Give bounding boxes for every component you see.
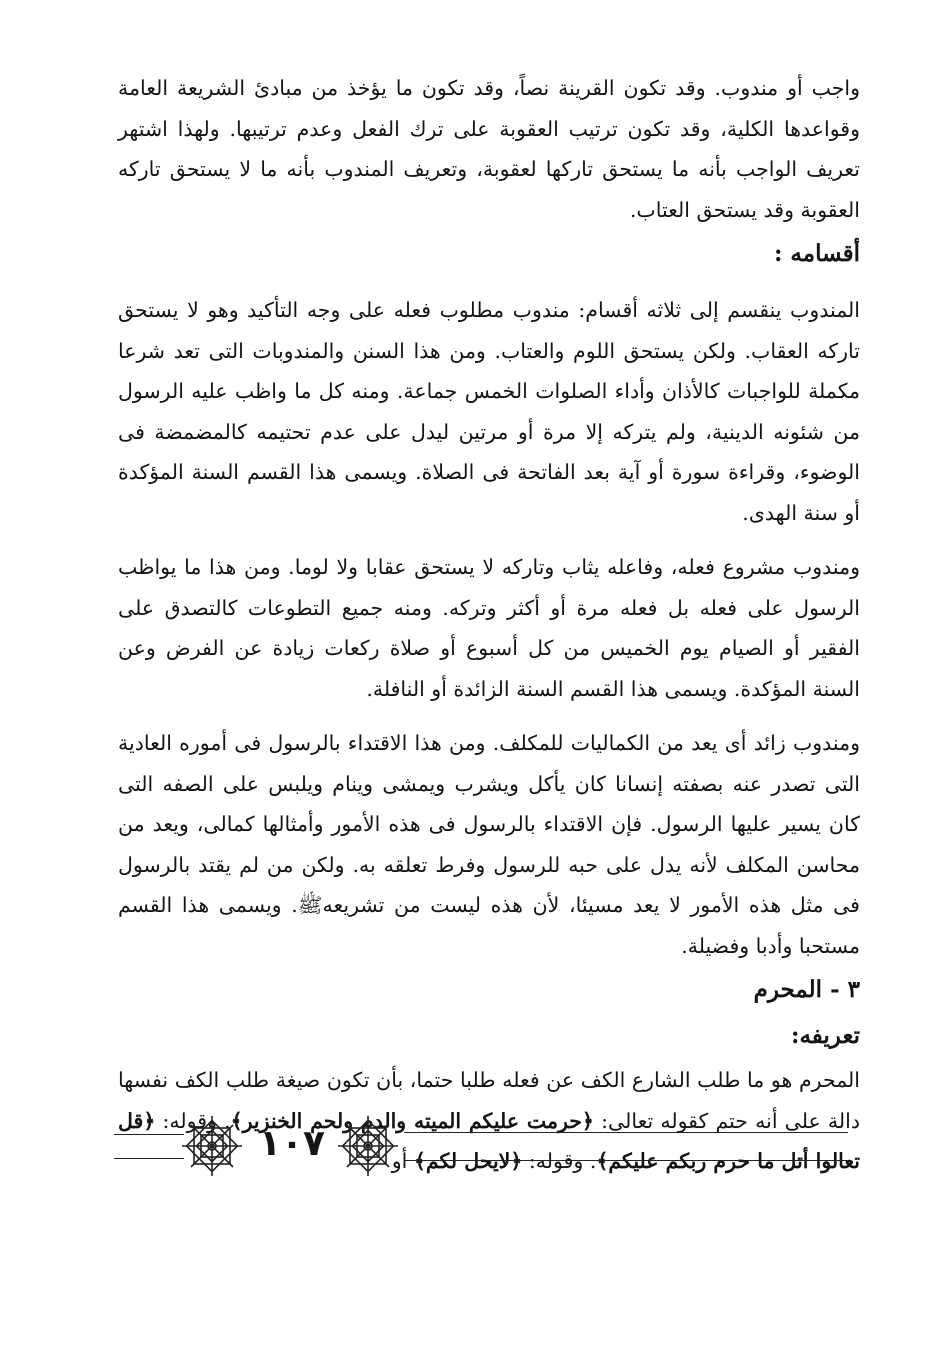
eight-point-star-icon xyxy=(336,1114,400,1178)
paragraph-5-part-c: . وقوله: xyxy=(522,1149,597,1173)
paragraph-5-part-b: . وقوله: xyxy=(155,1108,231,1133)
section-heading-muharram: ٣ - المحرم xyxy=(753,976,860,1003)
footer-rule-right-top xyxy=(404,1132,848,1133)
paragraph-5-part-a: المحرم هو ما طلب الشارع الكف عن فعله طلبا حتما، بأن تكون صيغة طلب الكف نفسها دالة على أنه حتم كقوله تعالى: xyxy=(118,1068,860,1133)
footer-rule-right-bottom xyxy=(404,1160,848,1161)
page-number: ١٠٧ xyxy=(259,1123,325,1164)
body-text xyxy=(118,68,860,1184)
footer-rule-left-bottom xyxy=(114,1158,184,1159)
footer-rule-left-top xyxy=(114,1134,184,1135)
eight-point-star-icon xyxy=(180,1114,244,1178)
quran-quote-2: ﴿قل تعالوا أتل ما حرم ربكم عليكم﴾ xyxy=(118,1108,860,1173)
paragraph-4: ومندوب زائد أى يعد من الكماليات للمكلف. ومن هذا الاقتداء بالرسول فى أموره العادية التى تصدر عنه بصفته إنسانا كان يأكل ويشرب ويمشى وينام ويلبس على الصفه التى كان يسير عليها الرسول. فإن الاقتداء بالرسول فى هذه الأمور وأمثالها كمالى، ويعد من محاسن المكلف لأنه يدل على حبه للرسول وفرط تعلقه به. ولكن من لم يقتد بالرسول فى مثل هذه الأمور لا يعد مسيئا، لأن هذه ليست من تشريعهﷺ. ويسمى هذا القسم مستحبا وأدبا وفضيلة. xyxy=(118,731,860,958)
quran-quote-3: ﴿لايحل لكم﴾ xyxy=(413,1149,523,1173)
section-heading-tarifuh: تعريفه: xyxy=(790,1022,860,1049)
paragraph-2: المندوب ينقسم إلى ثلاثه أقسام: مندوب مطلوب فعله على وجه التأكيد وهو لا يستحق تاركه العقاب. ولكن يستحق اللوم والعتاب. ومن هذا السنن والمندوبات التى تعد شرعا مكملة للواجبات كالأذان وأداء الصلوات الخمس جماعة. ومنه كل ما واظب عليه الرسول من شئونه الدينية، ولم يتركه إلا مرة أو مرتين ليدل على عدم تحتيمه كالمضمضة فى الوضوء، وقراءة سورة أو آية بعد الفاتحة فى الصلاة. ويسمى هذا القسم السنة المؤكدة أو سنة الهدى. xyxy=(118,298,860,525)
section-heading-aqsam: أقسامه : xyxy=(773,240,860,267)
paragraph-5-part-d: أو xyxy=(391,1149,414,1173)
paragraph-3: ومندوب مشروع فعله، وفاعله يثاب وتاركه لا يستحق عقابا ولا لوما. ومن هذا ما يواظب الرسول على فعله بل فعله مرة أو أكثر وتركه. ومنه جميع التطوعات كالتصدق على الفقير أو الصيام يوم الخميس من كل أسبوع أو صلاة ركعات زيادة عن الفرض وعن السنة المؤكدة. ويسمى هذا القسم السنة الزائدة أو النافلة. xyxy=(118,555,860,701)
paragraph-1: واجب أو مندوب. وقد تكون القرينة نصاً، وقد تكون ما يؤخذ من مبادئ الشريعة العامة وقواعدها الكلية، وقد تكون ترتيب العقوبة على ترك الفعل وعدم ترتيبها. ولهذا اشتهر تعريف الواجب بأنه ما يستحق تاركها لعقوبة، وتعريف المندوب بأنه ما لا يستحق تاركه العقوبة وقد يستحق العتاب. xyxy=(118,76,860,222)
quran-quote-1: ﴿حرمت عليكم الميته والدم ولحم الخنزير﴾ xyxy=(230,1108,594,1133)
